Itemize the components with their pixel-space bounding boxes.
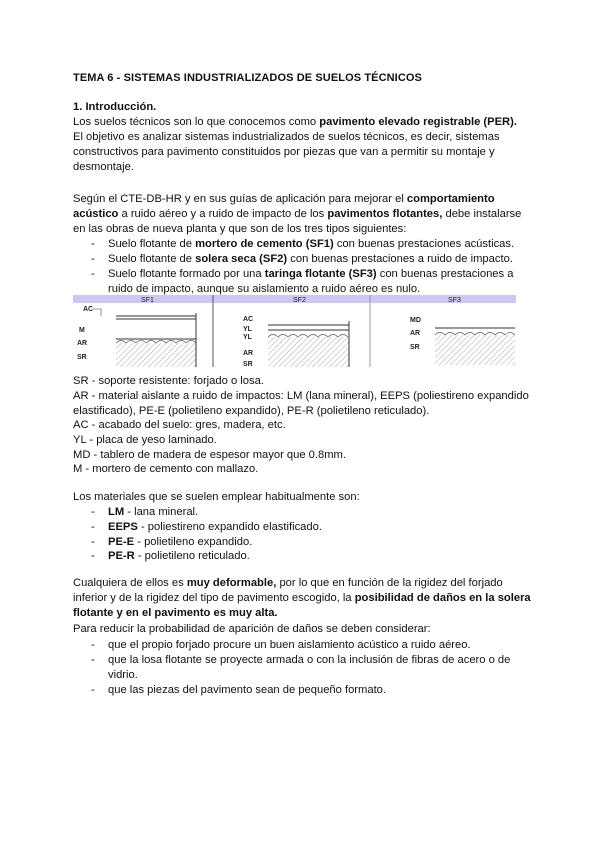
- svg-text:SR: SR: [410, 344, 420, 351]
- damage-line: Cualquiera de ellos es muy deformable, por lo que en función de la rigidez del forjado: [73, 577, 503, 589]
- diagram-header-sf2: SF2: [293, 297, 306, 304]
- legend-line: elastificado), PE-E (polietileno expandido), PE-R (polietileno reticulado).: [73, 405, 430, 417]
- sf1-section: [77, 306, 196, 367]
- svg-text:AR: AR: [77, 340, 88, 347]
- sf3-section: [410, 317, 515, 365]
- legend-line: YL - placa de yeso laminado.: [73, 434, 217, 446]
- materials-intro: Los materiales que se suelen emplear habitualmente son:: [73, 491, 360, 503]
- list-item: - EEPS - poliestireno expandido elastificado.: [91, 521, 322, 533]
- list-item: - que la losa flotante se proyecte armada o con la inclusión de fibras de acero o de: [91, 654, 511, 666]
- diagram-header-sf1: SF1: [141, 297, 154, 304]
- list-item-continuation: ruido de impacto, aunque su aislamiento a ruido aéreo es nulo.: [108, 283, 421, 295]
- document-title: TEMA 6 - SISTEMAS INDUSTRIALIZADOS DE SUELOS TÉCNICOS: [73, 72, 422, 84]
- svg-text:YL: YL: [243, 334, 252, 341]
- intro-line: constructivos para pavimento constituidos por piezas que van a permitir su montaje y: [73, 146, 495, 158]
- legend-line: MD - tablero de madera de espesor mayor que 0.8mm.: [73, 449, 346, 461]
- svg-text:SR: SR: [243, 361, 253, 368]
- sf2-section: [243, 316, 349, 368]
- cte-line: Según el CTE-DB-HR y en sus guías de aplicación para mejorar el comportamiento: [73, 193, 495, 205]
- intro-line: desmontaje.: [73, 161, 134, 173]
- damage-line: flotante y en el pavimento es muy alta.: [73, 607, 278, 619]
- list-item: - PE-R - polietileno reticulado.: [91, 550, 250, 562]
- section-heading: 1. Introducción.: [73, 101, 157, 113]
- cte-line: en las obras de nueva planta y que son de los tres tipos siguientes:: [73, 223, 407, 235]
- list-item: - PE-E - polietileno expandido.: [91, 536, 253, 548]
- damage-line: Para reducir la probabilidad de aparición de daños se deben considerar:: [73, 623, 431, 635]
- svg-text:AR: AR: [243, 350, 254, 357]
- svg-text:AR: AR: [410, 330, 421, 337]
- list-item: - Suelo flotante formado por una taringa flotante (SF3) con buenas prestaciones a: [91, 268, 514, 280]
- intro-line: Los suelos técnicos son lo que conocemos como pavimento elevado registrable (PER).: [73, 116, 517, 128]
- svg-text:AC: AC: [83, 306, 94, 313]
- svg-text:SR: SR: [77, 354, 87, 361]
- cte-line: acústico a ruido aéreo y a ruido de impacto de los pavimentos flotantes, debe instalarse: [73, 208, 522, 220]
- svg-text:MD: MD: [410, 317, 421, 324]
- legend-line: SR - soporte resistente: forjado o losa.: [73, 375, 264, 387]
- legend-line: AR - material aislante a ruido de impactos: LM (lana mineral), EEPS (poliestireno expandido: [73, 390, 529, 402]
- svg-text:YL: YL: [243, 326, 252, 333]
- legend-line: M - mortero de cemento con mallazo.: [73, 463, 259, 475]
- list-item: - que el propio forjado procure un buen aislamiento acústico a ruido aéreo.: [91, 639, 471, 651]
- diagram-header-sf3: SF3: [448, 297, 461, 304]
- svg-text:AC: AC: [243, 316, 254, 323]
- list-item: - Suelo flotante de mortero de cemento (SF1) con buenas prestaciones acústicas.: [91, 238, 515, 250]
- svg-text:M: M: [79, 327, 85, 334]
- list-item: - que las piezas del pavimento sean de pequeño formato.: [91, 684, 387, 696]
- intro-line: El objetivo es analizar sistemas industrializados de suelos técnicos, es decir, sistemas: [73, 131, 500, 143]
- list-item-continuation: vidrio.: [108, 669, 138, 681]
- list-item: - LM - lana mineral.: [91, 506, 199, 518]
- legend-line: AC - acabado del suelo: gres, madera, etc.: [73, 419, 286, 431]
- floating-floor-diagram: [73, 295, 516, 370]
- damage-line: inferior y de la rigidez del tipo de pavimento escogido, la posibilidad de daños en la solera: [73, 592, 531, 604]
- list-item: - Suelo flotante de solera seca (SF2) con buenas prestaciones a ruido de impacto.: [91, 253, 513, 265]
